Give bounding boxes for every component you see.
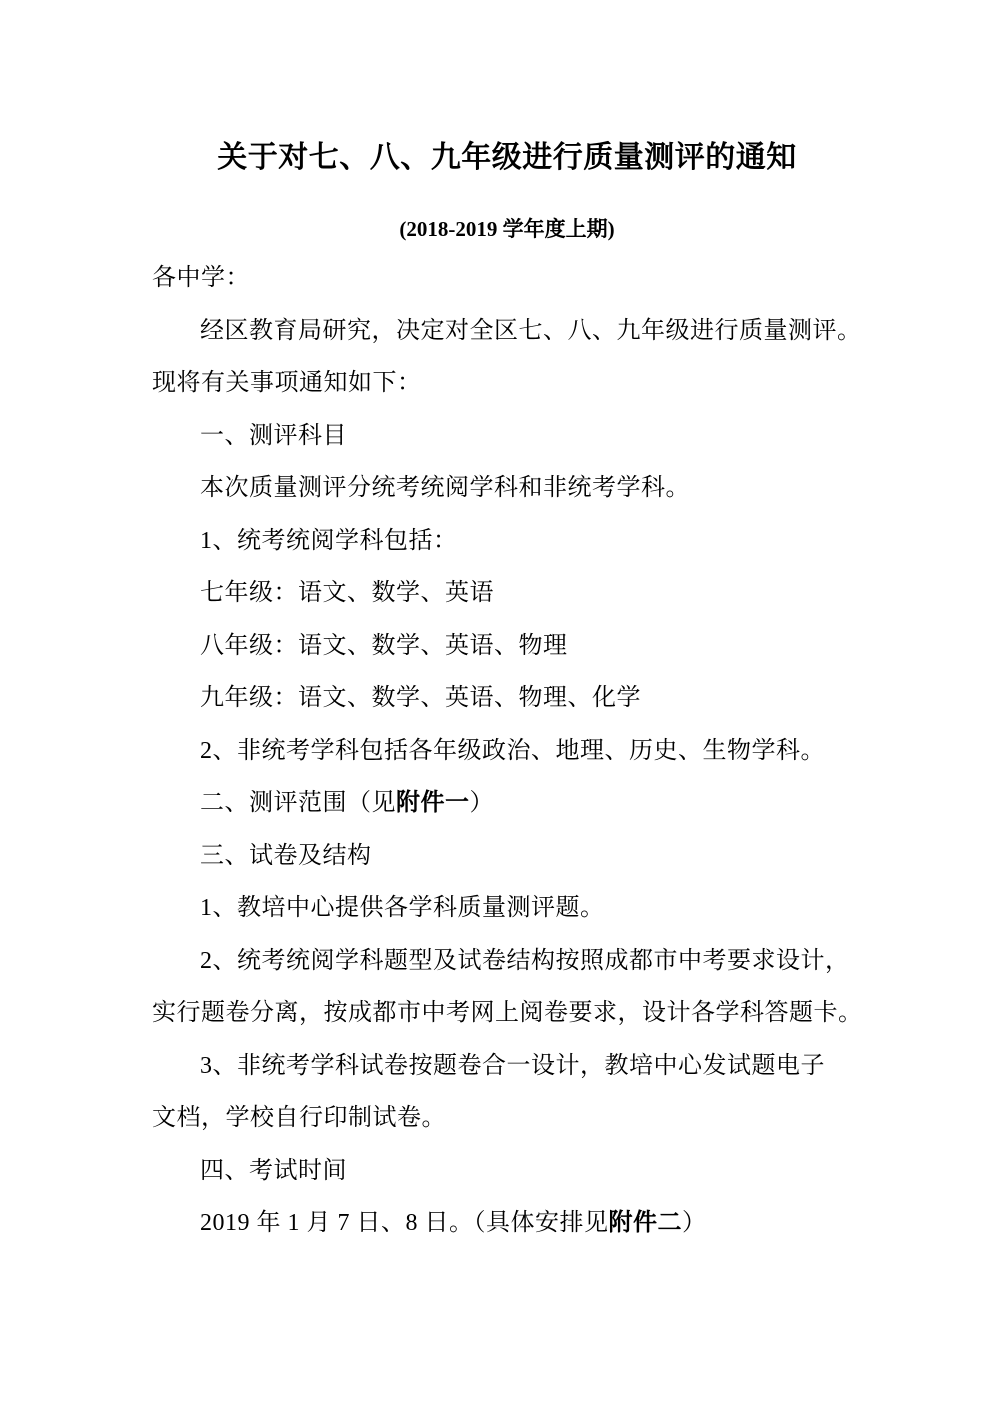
text-line: [152, 252, 862, 305]
text-segment: ）: [682, 1210, 707, 1236]
text-segment: 文档，学校自行印制试卷。: [152, 1105, 446, 1131]
text-line: [152, 1092, 862, 1145]
text-line: [152, 357, 862, 410]
text-segment: 现将有关事项通知如下：: [152, 370, 422, 396]
text-line: [152, 725, 862, 778]
text-segment: 实行题卷分离，按成都市中考网上阅卷要求，设计各学科答题卡。: [152, 1000, 863, 1026]
text-line: [152, 1197, 862, 1250]
text-line: [152, 1145, 862, 1198]
text-segment: 2019 年 1 月 7 日、8 日。（具体安排见: [200, 1210, 609, 1236]
text-line: [152, 935, 862, 988]
bold-text-segment: 附件二: [608, 1210, 682, 1236]
text-line: [152, 305, 862, 358]
text-segment: ）: [469, 790, 494, 816]
text-line: [152, 777, 862, 830]
text-segment: 四、考试时间: [200, 1157, 347, 1184]
text-line: [152, 830, 862, 883]
text-line: [152, 882, 862, 935]
text-line: [152, 567, 862, 620]
text-segment: 九年级：语文、数学、英语、物理、化学: [200, 685, 641, 711]
document-title: 关于对七、八、九年级进行质量测评的通知: [217, 141, 797, 174]
text-line: [152, 1040, 862, 1093]
bold-text-segment: 附件一: [396, 790, 470, 816]
text-line: [152, 462, 862, 515]
text-line: [152, 410, 862, 463]
text-segment: 七年级：语文、数学、英语: [200, 580, 494, 606]
text-segment: 八年级：语文、数学、英语、物理: [200, 632, 568, 659]
text-line: [152, 515, 862, 568]
text-segment: 1、教培中心提供各学科质量测评题。: [200, 895, 605, 921]
text-segment: 经区教育局研究，决定对全区七、八、九年级进行质量测评。: [200, 317, 862, 344]
text-segment: 三、试卷及结构: [200, 842, 372, 869]
text-segment: 3、非统考学科试卷按题卷合一设计，教培中心发试题电子: [200, 1052, 825, 1079]
text-segment: 本次质量测评分统考统阅学科和非统考学科。: [200, 475, 690, 501]
text-segment: 2、统考统阅学科题型及试卷结构按照成都市中考要求设计，: [200, 947, 850, 974]
text-segment: 一、测评科目: [200, 422, 347, 449]
text-segment: 二、测评范围（见: [200, 790, 396, 816]
text-segment: 1、统考统阅学科包括：: [200, 527, 458, 554]
text-line: [152, 620, 862, 673]
text-segment: 2、非统考学科包括各年级政治、地理、历史、生物学科。: [200, 737, 825, 764]
text-segment: 各中学：: [152, 265, 250, 291]
document-body: [152, 252, 862, 1250]
text-line: [152, 672, 862, 725]
text-line: [152, 987, 862, 1040]
document-subtitle: (2018-2019 学年度上期): [399, 217, 615, 241]
